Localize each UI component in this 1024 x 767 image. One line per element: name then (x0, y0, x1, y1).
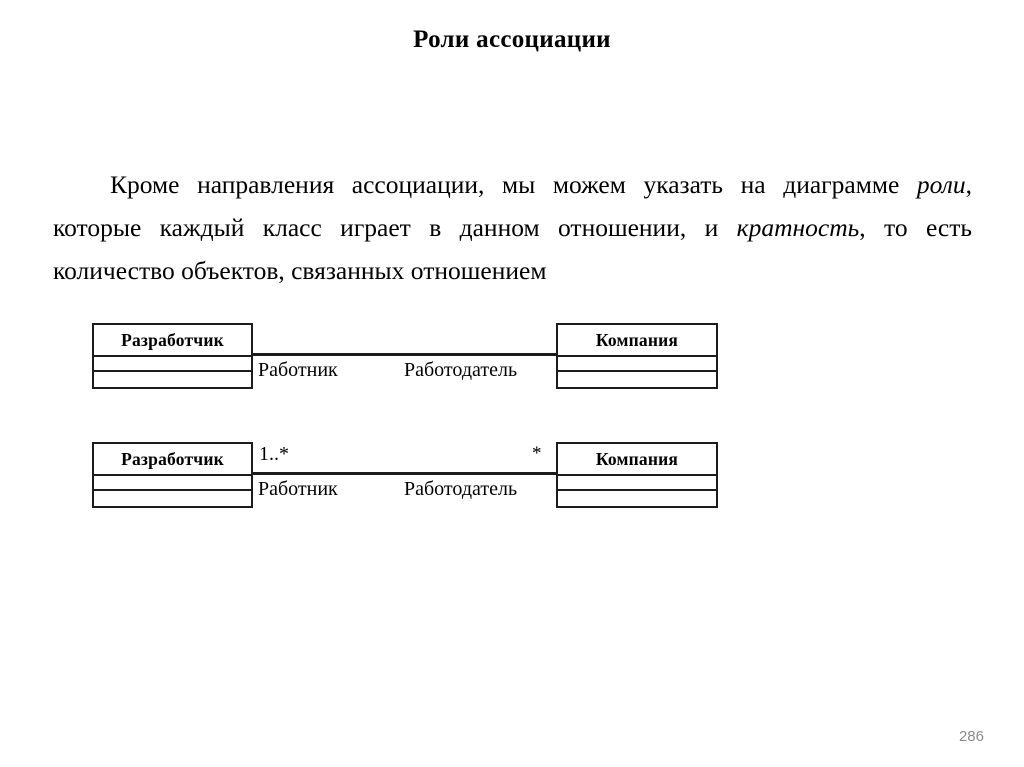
association-source-multiplicity-label: 1..* (259, 443, 289, 465)
uml-class-operations (558, 372, 716, 387)
paragraph-segment: , то есть количество объектов, связанных отношением (53, 212, 972, 285)
paragraph-emphasis-roles: роли (916, 169, 966, 199)
uml-class-name: Компания (558, 444, 716, 476)
uml-class-name: Компания (558, 325, 716, 357)
uml-class-box-developer[interactable] (92, 323, 253, 389)
association-source-role-label: Работник (258, 478, 338, 500)
paragraph-emphasis-multiplicity: кратность (736, 212, 860, 242)
uml-class-operations (94, 491, 251, 506)
page-number: 286 (958, 728, 984, 745)
paragraph-segment: Кроме направления ассоциации, мы можем указать на диаграмме (110, 169, 917, 199)
uml-class-attributes (558, 357, 716, 372)
uml-class-name: Разработчик (94, 444, 251, 476)
uml-class-operations (558, 491, 716, 506)
paragraph-segment: , которые каждый класс играет в данном отношении, и (53, 169, 972, 242)
body-paragraph (53, 163, 972, 292)
uml-class-name: Разработчик (94, 325, 251, 357)
association-target-multiplicity-label: * (532, 443, 542, 464)
uml-class-box-company[interactable] (556, 323, 718, 389)
uml-class-box-company[interactable] (556, 442, 718, 508)
uml-class-attributes (558, 476, 716, 491)
page-title: Роли ассоциации (413, 26, 611, 53)
association-target-role-label: Работодатель (404, 478, 518, 500)
uml-class-attributes (94, 357, 251, 372)
association-source-role-label: Работник (258, 359, 338, 381)
uml-class-attributes (94, 476, 251, 491)
uml-class-operations (94, 372, 251, 387)
association-target-role-label: Работодатель (404, 359, 518, 381)
uml-class-box-developer[interactable] (92, 442, 253, 508)
